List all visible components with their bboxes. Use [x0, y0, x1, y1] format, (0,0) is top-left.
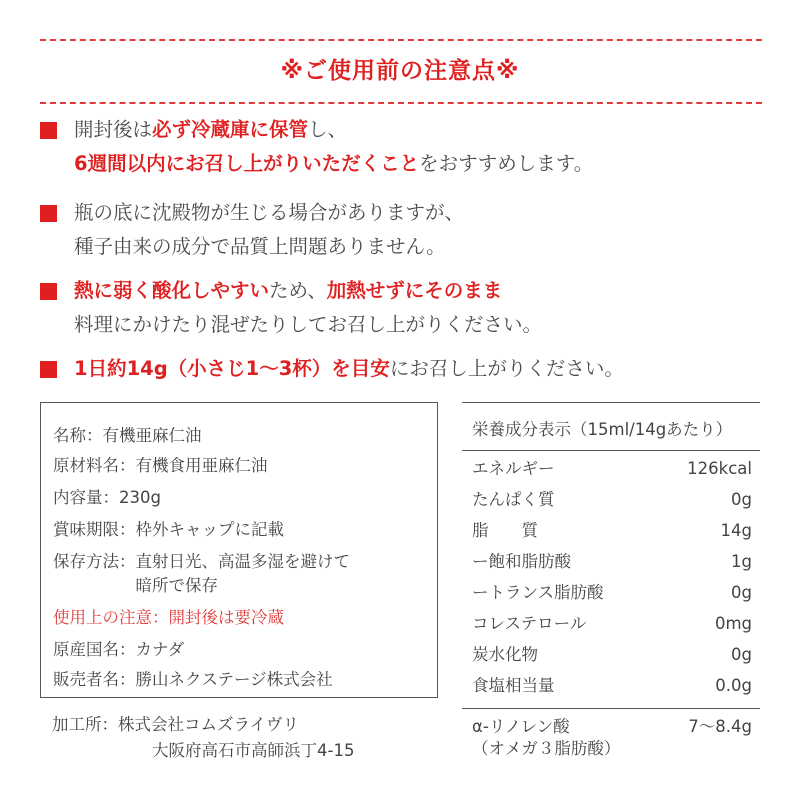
nutrition-label: コレステロール: [472, 614, 587, 633]
info-row-ingredients: 原材料名：有機食用亜麻仁油: [53, 456, 268, 475]
notice-text-plain: 種子由来の成分で品質上問題ありません。: [74, 235, 446, 258]
nutrition-title: 栄養成分表示（15ml/14gあたり）: [472, 420, 733, 439]
info-row-caution: 使用上の注意：開封後は要冷蔵: [53, 608, 284, 627]
notice-line: [74, 113, 347, 147]
notice-line: [74, 274, 502, 308]
info-row-name: 名称：有機亜麻仁油: [53, 426, 202, 445]
notice-item: [40, 274, 780, 344]
processor-name: 加工所：株式会社コムズライヴリ: [52, 715, 300, 734]
nutrition-label: （オメガ３脂肪酸）: [472, 739, 621, 758]
nutrition-value: 126kcal: [687, 459, 752, 478]
square-bullet-icon: [40, 205, 57, 222]
notice-item: [40, 196, 780, 266]
notice-line: [74, 147, 593, 181]
title-dashed-divider: [40, 102, 762, 104]
square-bullet-icon: [40, 283, 57, 300]
notice-text-emphasis: 1日約14g（小さじ1〜3杯）を目安: [74, 357, 390, 380]
notice-title: ※ご使用前の注意点※: [280, 58, 520, 84]
info-row-best-before: 賞味期限：枠外キャップに記載: [53, 520, 284, 539]
nutrition-value: 14g: [720, 521, 752, 540]
notice-line: [74, 230, 446, 264]
notice-line: [74, 196, 464, 230]
nutrition-value: 0g: [731, 490, 752, 509]
nutrition-label: 食塩相当量: [472, 676, 555, 695]
nutrition-value: 1g: [731, 552, 752, 571]
notice-item: [40, 113, 780, 183]
notice-item: [40, 352, 780, 386]
nutrition-facts-panel: [462, 402, 760, 762]
info-row-storage: 保存方法：直射日光、高温多湿を避けて: [53, 552, 350, 571]
notice-text-plain: 開封後は: [74, 118, 153, 141]
nutrition-label: ートランス脂肪酸: [472, 583, 604, 602]
nutrition-omega-rule: [462, 708, 760, 709]
notice-text-emphasis: 必ず冷蔵庫に保管: [152, 118, 309, 141]
notice-text-plain: にお召し上がりください。: [389, 357, 624, 380]
square-bullet-icon: [40, 122, 57, 139]
notice-text-plain: ため、: [269, 279, 327, 302]
nutrition-title-rule: [462, 450, 760, 451]
nutrition-label: ー飽和脂肪酸: [472, 552, 571, 571]
notice-line: [74, 308, 542, 342]
nutrition-value: 0g: [731, 583, 752, 602]
nutrition-label: エネルギー: [472, 459, 555, 478]
top-dashed-divider: [40, 39, 762, 41]
nutrition-label: たんぱく質: [472, 490, 555, 509]
nutrition-value: 7〜8.4g: [688, 717, 752, 736]
processor-address: 大阪府高石市高師浜丁4-15: [152, 741, 355, 760]
notice-text-emphasis: 熱に弱く酸化しやすい: [74, 279, 270, 302]
notice-text-plain: をおすすめします。: [419, 152, 594, 175]
info-row-seller: 販売者名：勝山ネクステージ株式会社: [53, 670, 333, 689]
notice-text-emphasis: 加熱せずにそのまま: [326, 279, 503, 302]
nutrition-label: 脂 質: [472, 521, 538, 540]
nutrition-value: 0mg: [714, 614, 752, 633]
info-row-origin: 原産国名：カナダ: [53, 640, 185, 659]
notice-text-emphasis: 6週間以内にお召し上がりいただくこと: [74, 152, 420, 175]
info-row-storage-cont: 暗所で保存: [53, 576, 218, 595]
product-info-box: [40, 402, 438, 698]
notice-text-plain: 料理にかけたり混ぜたりしてお召し上がりください。: [74, 313, 543, 336]
notice-line: [74, 352, 624, 386]
nutrition-value: 0.0g: [715, 676, 752, 695]
nutrition-label: 炭水化物: [472, 645, 538, 664]
notice-text-plain: し、: [308, 118, 348, 141]
nutrition-top-rule: [462, 402, 760, 403]
info-row-volume: 内容量：230g: [53, 488, 161, 507]
square-bullet-icon: [40, 361, 57, 378]
nutrition-label: α-リノレン酸: [472, 717, 570, 736]
notice-text-plain: 瓶の底に沈殿物が生じる場合がありますが、: [74, 201, 465, 224]
nutrition-value: 0g: [731, 645, 752, 664]
